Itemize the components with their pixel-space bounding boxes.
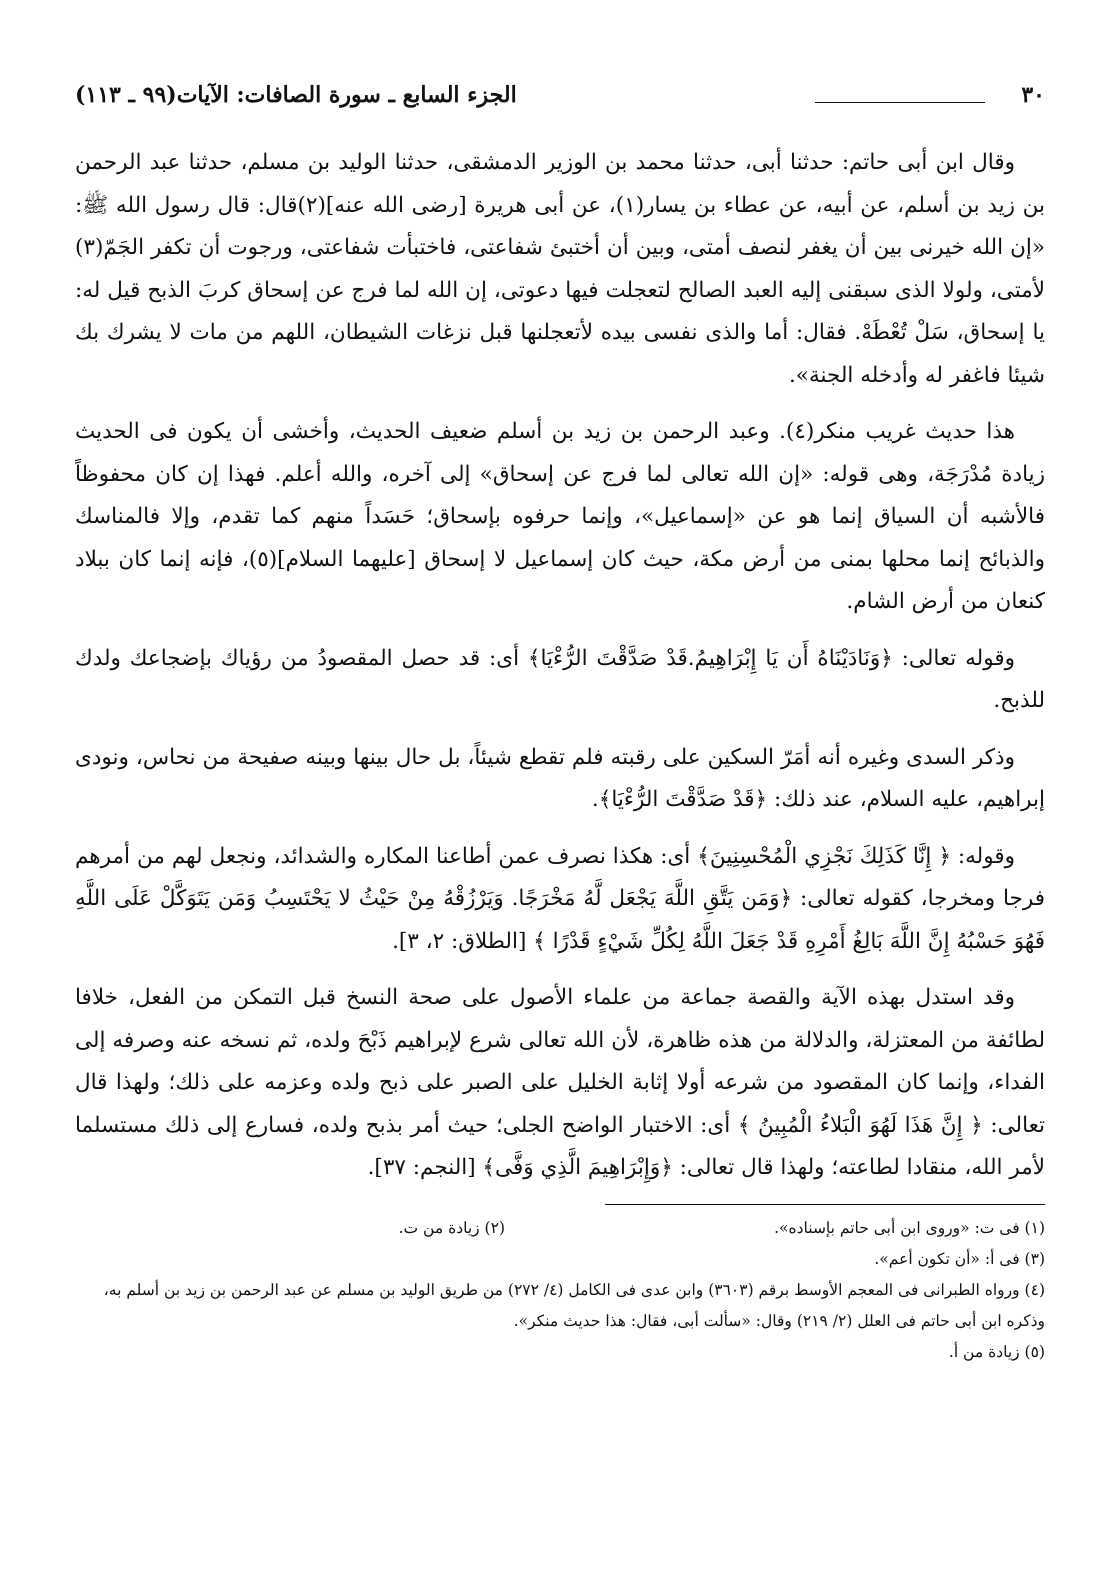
footnote-1: (١) فى ت: «وروى ابن أبى حاتم بإسناده».: [774, 1218, 1045, 1237]
header-title: الجزء السابع ـ سورة الصافات: الآيات(٩٩ ـ ١١٣): [75, 82, 517, 108]
footnote-row: [75, 1213, 1045, 1244]
footnote-4: (٤) ورواه الطبرانى فى المعجم الأوسط برقم (٣٦٠٣) وابن عدى فى الكامل (٤/ ٢٧٢) من طريق الوليد بن مسلم عن عبد الرحمن بن زيد بن أسلم به، وذكره ابن أبى حاتم فى العلل (٢/ ٢١٩) وقال: «سألت أبى، فقال: هذا حديث منكر».: [103, 1280, 1045, 1330]
paragraph: وقال ابن أبى حاتم: حدثنا أبى، حدثنا محمد بن الوزير الدمشقى، حدثنا الوليد بن مسلم، حدثنا عبد الرحمن بن زيد بن أسلم، عن أبيه، عن عطاء بن يسار(١)، عن أبى هريرة [رضى الله عنه](٢)قال: قال رسول الله ﷺ: «إن الله خيرنى بين أن يغفر لنصف أمتى، وبين أن أختبئ شفاعتى، فاختبأت شفاعتى، ورجوت أن تكفر الجَمّ(٣) لأمتى، ولولا الذى سبقنى إليه العبد الصالح لتعجلت فيها دعوتى، إن الله لما فرج عن إسحاق كربَ الذبح قيل له: يا إسحاق، سَلْ تُعْطَهْ. فقال: أما والذى نفسى بيده لأتعجلنها قبل نزغات الشيطان، اللهم من مات لا يشرك بك شيئا فاغفر له وأدخله الجنة».: [75, 150, 1046, 388]
book-page: [75, 82, 1045, 1368]
paragraph: وقد استدل بهذه الآية والقصة جماعة من علماء الأصول على صحة النسخ قبل التمكن من الفعل، خلافا لطائفة من المعتزلة، والدلالة من هذه ظاهرة، لأن الله تعالى شرع لإبراهيم ذَبْحَ ولده، ثم نسخه عنه وصرفه إلى الفداء، وإنما كان المقصود من شرعه أولا إثابة الخليل على الصبر على ذبح ولده وعزمه على ذلك؛ ولهذا قال تعالى: ﴿ إِنَّ هَذَا لَهُوَ الْبَلاءُ الْمُبِينُ ﴾ أى: الاختبار الواضح الجلى؛ حيث أمر بذبح ولده، فسارع إلى ذلك مستسلما لأمر الله، منقادا لطاعته؛ ولهذا قال تعالى: ﴿وَإِبْرَاهِيمَ الَّذِي وَفَّى﴾ [النجم: ٣٧].: [75, 985, 1045, 1180]
footnotes: [75, 1213, 1045, 1368]
running-header: [75, 82, 1045, 122]
footnote-5: (٥) زيادة من أ.: [948, 1342, 1045, 1361]
paragraph: وذكر السدى وغيره أنه أمَرّ السكين على رقبته فلم تقطع شيئاً، بل حال بينها وبينه صفيحة من نحاس، ونودى إبراهيم، عليه السلام، عند ذلك: ﴿قَدْ صَدَّقْتَ الرُّءْيَا﴾.: [75, 744, 1045, 812]
page-number: ٣٠: [1021, 82, 1045, 108]
paragraph: هذا حديث غريب منكر(٤). وعبد الرحمن بن زيد بن أسلم ضعيف الحديث، وأخشى أن يكون فى الحديث زيادة مُدْرَجَة، وهى قوله: «إن الله تعالى لما فرج عن إسحاق» إلى آخره، والله أعلم. فهذا إن كان محفوظاً فالأشبه أن السياق إنما هو عن «إسماعيل»، وإنما حرفوه بإسحاق؛ حَسَداً منهم كما تقدم، وإلا فالمناسك والذبائح إنما محلها بمنى من أرض مكة، حيث كان إسماعيل لا إسحاق [عليهما السلام](٥)، فإنه إنما كان ببلاد كنعان من أرض الشام.: [75, 419, 1045, 614]
main-text: [75, 142, 1045, 1190]
footnote-2: (٢) زيادة من ت.: [398, 1218, 505, 1237]
footnote-separator: [605, 1204, 1045, 1205]
header-rule: [815, 102, 985, 103]
paragraph: وقوله: ﴿ إِنَّا كَذَلِكَ نَجْزِي الْمُحْسِنِينَ﴾ أى: هكذا نصرف عمن أطاعنا المكاره والشدائد، ونجعل لهم من أمرهم فرجا ومخرجا، كقوله تعالى: ﴿وَمَن يَتَّقِ اللَّهَ يَجْعَل لَّهُ مَخْرَجًا. وَيَرْزُقْهُ مِنْ حَيْثُ لا يَحْتَسِبُ وَمَن يَتَوَكَّلْ عَلَى اللَّهِ فَهُوَ حَسْبُهُ إِنَّ اللَّهَ بَالِغُ أَمْرِهِ قَدْ جَعَلَ اللَّهُ لِكُلِّ شَيْءٍ قَدْرًا ﴾ [الطلاق: ٢، ٣].: [75, 843, 1045, 954]
footnote-3: (٣) فى أ: «أن تكون أعم».: [874, 1249, 1045, 1268]
paragraph: وقوله تعالى: ﴿وَنَادَيْنَاهُ أَن يَا إِبْرَاهِيمُ.قَدْ صَدَّقْتَ الرُّءْيَا﴾ أى: قد حصل المقصودُ من رؤياك بإضجاعك ولدك للذبح.: [75, 645, 1045, 713]
